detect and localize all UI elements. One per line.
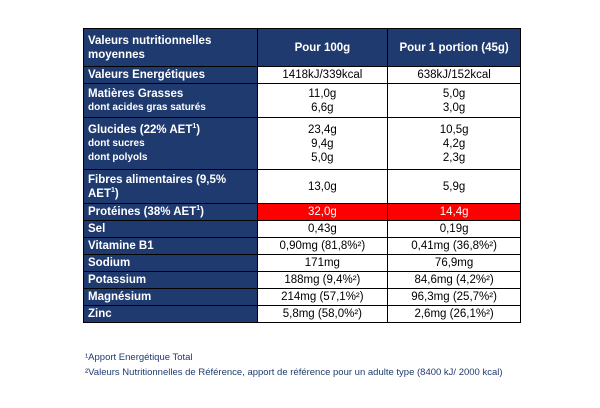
value-line: 13,0g (307, 180, 337, 193)
nutrient-name-text: Glucides (22% AET (88, 123, 193, 136)
value-per-portion (388, 289, 521, 306)
value-line: 5,8mg (58,0%²) (282, 308, 362, 320)
nutrient-name (88, 222, 253, 236)
nutrient-label (84, 118, 258, 170)
value-line: 2,6mg (26,1%²) (414, 308, 494, 320)
nutrient-name-text: Sodium (88, 257, 131, 269)
nutrient-label (84, 238, 258, 255)
value-line: 5,9g (442, 180, 466, 193)
nutrient-sub-label: dont polyols (88, 151, 148, 163)
nutrient-name-text: Matières Grasses (88, 87, 184, 100)
nutrient-name (88, 256, 253, 270)
value-per-portion (388, 255, 521, 272)
value-per-100g (257, 221, 388, 238)
nutrient-name-text: Sel (88, 223, 106, 235)
value-line: 11,0g (308, 87, 337, 100)
value-per-portion (388, 306, 521, 323)
nutrient-name-text: Fibres alimentaires (9,5% AET (88, 173, 227, 200)
nutrient-label (84, 221, 258, 238)
value-line: 171mg (304, 257, 340, 269)
table-row (84, 84, 521, 118)
value-line: 0,41mg (36,8%²) (411, 240, 497, 252)
value-line: 5,0g (311, 151, 334, 164)
nutrient-name (88, 123, 253, 137)
table-row (84, 272, 521, 289)
value-line: 5,0g (442, 87, 466, 100)
value-per-100g (257, 84, 388, 118)
nutrient-name-text: Valeurs Energétiques (88, 69, 205, 81)
nutrient-name (88, 205, 253, 219)
value-line: 14,4g (439, 206, 469, 218)
nutrient-label (84, 306, 258, 323)
value-per-100g (257, 67, 388, 84)
table-header-row (84, 29, 521, 67)
nutrient-name-text: Vitamine B1 (88, 240, 154, 252)
value-line: 1418kJ/339kcal (282, 69, 363, 81)
nutrient-name (88, 68, 253, 82)
value-line: 10,5g (439, 123, 469, 136)
footnote-ref: 1 (196, 205, 201, 213)
nutrient-sub-label: dont sucres (88, 137, 145, 149)
nutrient-name-text: Potassium (88, 274, 147, 286)
table-row (84, 67, 521, 84)
table-row (84, 204, 521, 221)
table-row (84, 289, 521, 306)
nutrient-name-end: ) (114, 187, 119, 200)
value-line: 23,4g (307, 123, 337, 136)
table-body (84, 67, 521, 323)
value-line: 188mg (9,4%²) (284, 274, 361, 286)
footnote-ref: 1 (192, 122, 197, 130)
value-per-100g (257, 306, 388, 323)
value-line: 6,6g (311, 101, 334, 114)
value-line: 0,43g (307, 223, 337, 235)
value-line: 2,3g (442, 151, 466, 164)
table-row (84, 255, 521, 272)
nutrient-label (84, 67, 258, 84)
nutrient-name-text: Protéines (38% AET (88, 206, 197, 218)
nutrient-label (84, 272, 258, 289)
nutrient-name (88, 239, 253, 253)
nutrient-name (88, 290, 253, 304)
value-per-100g (257, 170, 388, 204)
value-per-100g (257, 204, 388, 221)
value-line: 638kJ/152kcal (417, 69, 491, 81)
nutrient-sub-label: dont acides gras saturés (88, 101, 206, 113)
nutrient-label (84, 170, 258, 204)
value-per-portion (388, 118, 521, 170)
value-per-100g (257, 238, 388, 255)
nutrient-label (84, 204, 258, 221)
table-row (84, 118, 521, 170)
value-line: 0,19g (439, 223, 469, 235)
value-per-portion (388, 170, 521, 204)
nutrient-name-text: Magnésium (88, 291, 152, 303)
value-per-portion (388, 84, 521, 118)
value-line: 3,0g (442, 101, 466, 114)
value-line: 4,2g (442, 137, 466, 150)
header-per-100g: Pour 100g (257, 29, 388, 67)
value-line: 84,6mg (4,2%²) (414, 274, 494, 286)
nutrient-name (88, 173, 253, 201)
footnote-ref: 1 (111, 186, 115, 194)
nutrient-name (88, 273, 253, 287)
value-line: 0,90mg (81,8%²) (279, 240, 366, 252)
table-row (84, 238, 521, 255)
footnote-aet: ¹Apport Energétique Total (85, 352, 193, 363)
nutrient-label (84, 255, 258, 272)
value-per-100g (257, 255, 388, 272)
nutrient-name-text: Zinc (88, 308, 112, 320)
table-row (84, 221, 521, 238)
nutrient-name-end: ) (200, 206, 204, 218)
nutrient-name (88, 87, 253, 101)
table-row (84, 306, 521, 323)
value-line: 9,4g (311, 137, 334, 150)
header-nutritional-values: Valeurs nutritionnelles moyennes (84, 29, 258, 67)
value-per-portion (388, 204, 521, 221)
nutrition-table (83, 28, 521, 323)
value-per-100g (257, 272, 388, 289)
value-line: 214mg (57,1%²) (281, 291, 364, 303)
value-per-portion (388, 67, 521, 84)
value-line: 96,3mg (25,7%²) (411, 291, 497, 303)
nutrient-label (84, 84, 258, 118)
value-per-100g (257, 289, 388, 306)
footnotes (85, 350, 525, 380)
value-per-100g (257, 118, 388, 170)
value-per-portion (388, 272, 521, 289)
value-per-portion (388, 221, 521, 238)
nutrient-name (88, 307, 253, 321)
value-line: 32,0g (307, 206, 337, 218)
table-row (84, 170, 521, 204)
header-per-portion: Pour 1 portion (45g) (388, 29, 521, 67)
nutrient-label (84, 289, 258, 306)
value-line: 76,9mg (434, 257, 474, 269)
nutrient-name-end: ) (196, 123, 201, 136)
footnote-vnr: ²Valeurs Nutritionnelles de Référence, apport de référence pour un adulte type (8400 kJ/ 2000 kcal) (85, 367, 503, 378)
value-per-portion (388, 238, 521, 255)
